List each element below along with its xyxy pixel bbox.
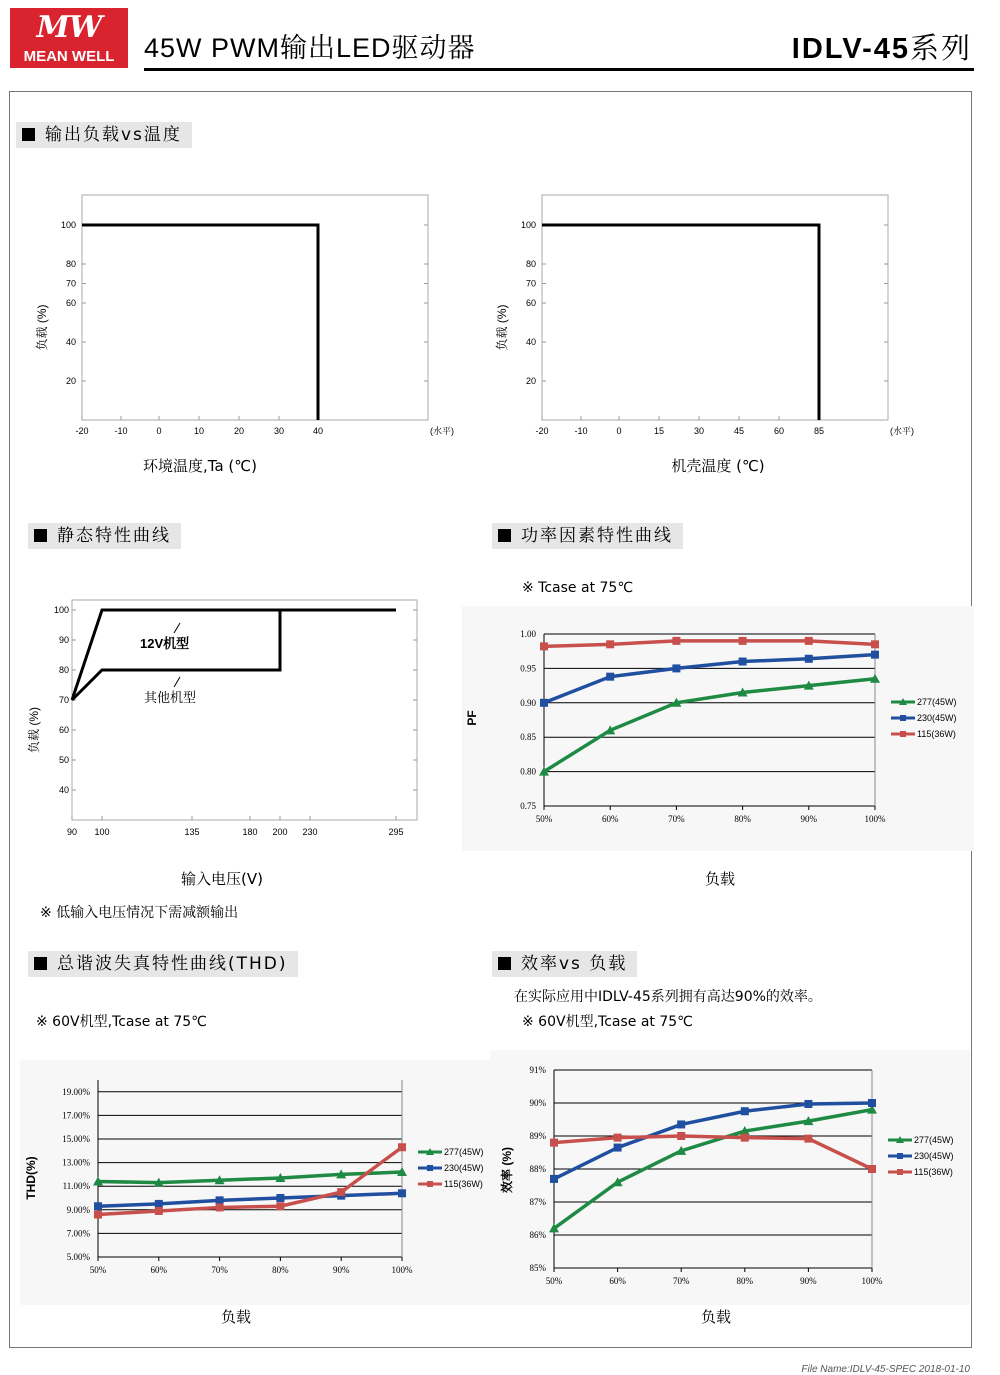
- y-tick-label: 60: [58, 725, 69, 735]
- data-point-square: [550, 1175, 558, 1183]
- y-tick-label: 13.00%: [62, 1157, 90, 1168]
- y-tick-label: 85%: [529, 1263, 546, 1273]
- y-axis-label: PF: [465, 710, 479, 726]
- section-static: [28, 523, 181, 549]
- section-square-icon: [22, 128, 35, 141]
- header-rule: [144, 68, 974, 71]
- legend-marker: [900, 731, 906, 737]
- data-point-square: [672, 637, 680, 645]
- legend-marker: [897, 1169, 903, 1175]
- data-point-square: [540, 642, 548, 650]
- x-tick-label: -20: [535, 426, 549, 436]
- x-tick-label: 100%: [864, 814, 886, 824]
- y-tick-label: 100: [520, 220, 536, 230]
- x-unit-label: (水平): [890, 426, 914, 436]
- label-arrow-other: [174, 677, 180, 687]
- data-point-square: [155, 1200, 163, 1208]
- logo-mark: MW: [36, 10, 102, 45]
- legend-label: 277(45W): [444, 1147, 484, 1157]
- y-tick-label: 0.80: [520, 766, 536, 777]
- static-caption: 输入电压(V): [181, 870, 263, 888]
- x-tick-label: 70%: [672, 1276, 690, 1286]
- x-tick-label: 60%: [609, 1276, 626, 1286]
- data-point-square: [741, 1107, 749, 1115]
- pf-condition-note: ※ Tcase at 75℃: [522, 580, 634, 596]
- data-point-square: [741, 1134, 749, 1142]
- data-point-square: [550, 1139, 558, 1147]
- y-axis-label: 负载 (%): [35, 304, 49, 351]
- data-point-square: [677, 1120, 685, 1128]
- x-tick-label: 90: [66, 827, 78, 837]
- section-square-icon: [498, 957, 511, 970]
- section-eff-title: 效率vs 负载: [521, 954, 628, 974]
- legend-label: 115(36W): [914, 1167, 953, 1177]
- label-arrow-12v: [174, 623, 180, 633]
- derating-line: [82, 225, 318, 420]
- y-axis-label: THD(%): [24, 1156, 38, 1200]
- x-tick-label: 30: [693, 426, 705, 436]
- series-suffix: 系列: [909, 33, 972, 65]
- data-point-square: [677, 1132, 685, 1140]
- eff-condition-note: ※ 60V机型,Tcase at 75℃: [522, 1014, 693, 1030]
- line-12v-model: [72, 610, 396, 700]
- data-point-square: [614, 1144, 622, 1152]
- x-tick-label: 200: [272, 827, 288, 837]
- x-tick-label: 10: [193, 426, 205, 436]
- y-tick-label: 89%: [529, 1131, 546, 1141]
- y-tick-label: 40: [58, 785, 69, 795]
- x-tick-label: 60%: [601, 814, 619, 824]
- y-tick-label: 100: [60, 220, 76, 230]
- data-point-square: [94, 1202, 102, 1210]
- legend-label: 230(45W): [914, 1151, 954, 1161]
- y-tick-label: 0.90: [520, 697, 536, 708]
- x-tick-label: 100: [94, 827, 110, 837]
- page-title: 45W PWM输出LED驱动器: [144, 33, 476, 63]
- y-tick-label: 20: [65, 376, 76, 386]
- pf-chart: [462, 606, 974, 851]
- plot-frame: [72, 600, 417, 820]
- data-point-square: [276, 1202, 284, 1210]
- section-eff: [492, 951, 637, 977]
- mean-well-logo: [10, 8, 128, 68]
- data-point-square: [805, 637, 813, 645]
- derate-case-chart: [480, 190, 920, 450]
- derate-case-caption: 机壳温度 (℃): [671, 457, 765, 475]
- legend-label: 115(36W): [917, 729, 956, 739]
- y-tick-label: 70: [58, 695, 69, 705]
- y-tick-label: 17.00%: [62, 1110, 90, 1121]
- static-chart: [20, 595, 440, 845]
- x-tick-label: 100%: [861, 1276, 883, 1286]
- legend-marker: [427, 1181, 433, 1187]
- x-tick-label: 15: [653, 426, 665, 436]
- data-point-square: [155, 1207, 163, 1215]
- section-derating-title: 输出负载vs温度: [45, 125, 182, 145]
- data-point-square: [398, 1143, 406, 1151]
- data-point-square: [216, 1196, 224, 1204]
- y-axis-label: 负载 (%): [27, 707, 41, 753]
- x-tick-label: 45: [733, 426, 745, 436]
- y-tick-label: 20: [525, 376, 536, 386]
- y-tick-label: 5.00%: [66, 1252, 90, 1262]
- data-point-square: [606, 640, 614, 648]
- data-point-square: [337, 1188, 345, 1196]
- derating-line: [542, 225, 819, 420]
- legend-label: 230(45W): [917, 713, 957, 723]
- y-tick-label: 15.00%: [62, 1134, 90, 1144]
- x-tick-label: -10: [114, 426, 128, 436]
- data-point-square: [614, 1134, 622, 1142]
- y-tick-label: 70: [525, 278, 536, 289]
- thd-condition-note: ※ 60V机型,Tcase at 75℃: [36, 1014, 207, 1030]
- section-thd-title: 总谐波失真特性曲线(THD): [57, 954, 288, 974]
- data-point-square: [805, 655, 813, 663]
- x-tick-label: 50%: [89, 1265, 107, 1275]
- y-tick-label: 87%: [529, 1197, 546, 1207]
- data-point-square: [804, 1135, 812, 1143]
- y-tick-label: 86%: [529, 1230, 546, 1240]
- y-tick-label: 91%: [529, 1065, 546, 1075]
- x-tick-label: 40: [312, 426, 324, 436]
- x-tick-label: 90%: [800, 1276, 817, 1286]
- x-tick-label: 295: [388, 827, 404, 837]
- legend-marker: [427, 1165, 433, 1171]
- x-tick-label: 80%: [734, 814, 751, 824]
- eff-chart: [490, 1050, 970, 1305]
- legend-marker: [897, 1153, 903, 1159]
- legend-marker: [900, 715, 906, 721]
- label-12v-model: 12V机型: [140, 636, 190, 651]
- plot-frame: [82, 195, 428, 420]
- y-tick-label: 40: [65, 337, 76, 347]
- x-tick-label: 90%: [800, 814, 818, 824]
- eff-caption: 负载: [700, 1308, 732, 1326]
- x-tick-label: 0: [156, 426, 162, 436]
- x-unit-label: (水平): [430, 426, 454, 436]
- y-tick-label: 100: [53, 605, 69, 615]
- chart-background: [490, 1050, 970, 1305]
- section-square-icon: [34, 529, 47, 542]
- legend-label: 115(36W): [444, 1179, 483, 1189]
- data-point-square: [540, 699, 548, 707]
- y-tick-label: 50: [58, 755, 69, 765]
- x-tick-label: 30: [273, 426, 285, 436]
- section-square-icon: [498, 529, 511, 542]
- derate-ambient-caption: 环境温度,Ta (℃): [143, 457, 257, 475]
- y-tick-label: 90%: [529, 1098, 546, 1108]
- legend-label: 277(45W): [917, 697, 957, 707]
- data-point-square: [398, 1189, 406, 1197]
- section-thd: [28, 951, 298, 977]
- section-pf: [492, 523, 683, 549]
- x-tick-label: 230: [302, 827, 318, 837]
- data-point-square: [739, 637, 747, 645]
- x-tick-label: 180: [242, 827, 258, 837]
- x-tick-label: 60: [773, 426, 785, 436]
- data-point-square: [868, 1165, 876, 1173]
- x-tick-label: -20: [75, 426, 89, 436]
- low-input-note: ※ 低输入电压情况下需减额输出: [40, 905, 239, 921]
- plot-frame: [542, 195, 888, 420]
- x-tick-label: 50%: [535, 814, 553, 824]
- x-tick-label: 20: [233, 426, 245, 436]
- file-info: File Name:IDLV-45-SPEC 2018-01-10: [801, 1364, 970, 1375]
- data-point-square: [216, 1203, 224, 1211]
- y-tick-label: 80: [58, 665, 69, 675]
- y-tick-label: 80: [525, 259, 536, 269]
- data-point-square: [871, 651, 879, 659]
- data-point-square: [739, 658, 747, 666]
- data-point-square: [606, 673, 614, 681]
- thd-caption: 负载: [220, 1308, 252, 1326]
- y-axis-label: 负载 (%): [495, 304, 509, 351]
- legend-label: 230(45W): [444, 1163, 484, 1173]
- y-tick-label: 70: [65, 278, 76, 289]
- y-tick-label: 0.85: [520, 732, 536, 743]
- y-axis-label: 效率 (%): [500, 1147, 514, 1193]
- x-tick-label: 50%: [545, 1276, 563, 1286]
- x-tick-label: -10: [574, 426, 588, 436]
- y-tick-label: 0.95: [520, 663, 536, 674]
- data-point-square: [871, 640, 879, 648]
- x-tick-label: 80%: [272, 1265, 289, 1275]
- data-point-square: [94, 1211, 102, 1219]
- section-derating: [16, 122, 192, 148]
- x-tick-label: 90%: [332, 1265, 350, 1275]
- y-tick-label: 40: [525, 337, 536, 347]
- eff-statement: 在实际应用中IDLV-45系列拥有高达90%的效率。: [514, 989, 822, 1005]
- x-tick-label: 100%: [391, 1265, 413, 1275]
- y-tick-label: 80: [65, 259, 76, 269]
- x-tick-label: 0: [616, 426, 622, 436]
- data-point-square: [672, 664, 680, 672]
- data-point-square: [276, 1194, 284, 1202]
- series-model: IDLV-45: [791, 33, 910, 65]
- label-other-models: 其他机型: [144, 690, 197, 705]
- x-tick-label: 80%: [736, 1276, 754, 1286]
- section-static-title: 静态特性曲线: [57, 526, 171, 546]
- x-tick-label: 135: [184, 827, 200, 837]
- y-tick-label: 60: [65, 298, 76, 308]
- line-other-models: [72, 610, 280, 700]
- series-label: [792, 26, 972, 67]
- derate-ambient-chart: [20, 190, 460, 450]
- logo-text: MEAN WELL: [23, 48, 115, 65]
- thd-chart: [20, 1060, 495, 1305]
- legend-label: 277(45W): [914, 1135, 954, 1145]
- x-tick-label: 85: [813, 426, 825, 436]
- x-tick-label: 70%: [211, 1265, 228, 1275]
- y-tick-label: 60: [525, 298, 536, 308]
- section-pf-title: 功率因素特性曲线: [521, 526, 673, 546]
- data-point-square: [804, 1100, 812, 1108]
- y-tick-label: 11.00%: [62, 1181, 90, 1192]
- data-point-square: [868, 1099, 876, 1107]
- y-tick-label: 88%: [529, 1164, 546, 1174]
- y-tick-label: 1.00: [520, 629, 536, 639]
- x-tick-label: 60%: [150, 1265, 168, 1275]
- y-tick-label: 90: [58, 635, 69, 645]
- x-tick-label: 70%: [668, 814, 685, 824]
- y-tick-label: 7.00%: [66, 1228, 90, 1239]
- y-tick-label: 19.00%: [62, 1086, 90, 1097]
- pf-caption: 负载: [704, 870, 736, 888]
- y-tick-label: 0.75: [520, 801, 536, 811]
- y-tick-label: 9.00%: [66, 1204, 90, 1215]
- section-square-icon: [34, 957, 47, 970]
